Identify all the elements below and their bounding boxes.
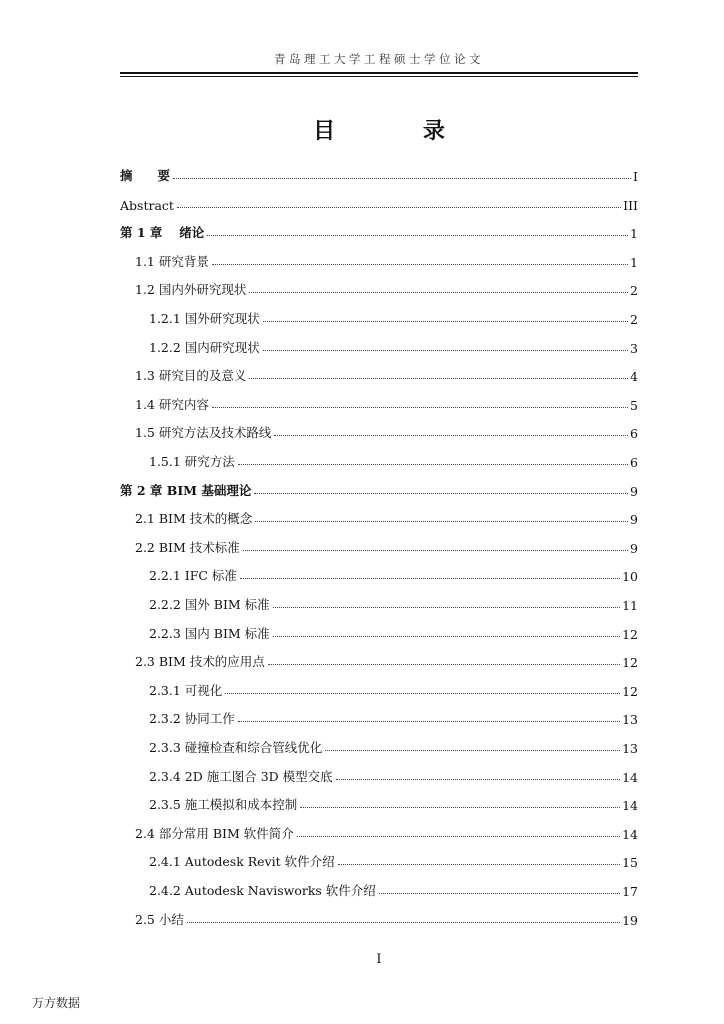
toc-entry-label: 第 2 章 BIM 基础理论 bbox=[120, 482, 252, 498]
toc-dot-leader bbox=[240, 578, 620, 579]
toc-entry[interactable] bbox=[120, 479, 638, 499]
toc-entry[interactable] bbox=[149, 564, 638, 584]
toc-entry-label: 2.5 小结 bbox=[135, 911, 184, 927]
toc-dot-leader bbox=[212, 407, 628, 408]
toc-dot-leader bbox=[254, 493, 628, 494]
toc-entry-label: 1.1 研究背景 bbox=[135, 253, 209, 269]
toc-entry[interactable] bbox=[149, 593, 638, 613]
toc-dot-leader bbox=[173, 178, 631, 179]
toc-dot-leader bbox=[338, 864, 620, 865]
toc-dot-leader bbox=[249, 292, 628, 293]
toc-entry-label: 第 1 章 绪论 bbox=[120, 225, 205, 241]
toc-entry-label: 2.2.2 国外 BIM 标准 bbox=[149, 597, 270, 612]
toc-dot-leader bbox=[207, 235, 628, 236]
toc-dot-leader bbox=[225, 693, 620, 694]
toc-entry[interactable] bbox=[149, 450, 638, 470]
toc-entry-page: 2 bbox=[630, 312, 638, 327]
toc-entry-page: 4 bbox=[630, 369, 638, 385]
toc-entry[interactable] bbox=[120, 221, 638, 241]
header-rule-thin bbox=[120, 76, 638, 77]
toc-entry[interactable] bbox=[149, 793, 638, 813]
toc-dot-leader bbox=[238, 721, 620, 722]
toc-entry[interactable] bbox=[135, 822, 638, 842]
toc-entry-page: 14 bbox=[622, 798, 638, 814]
toc-entry-label: 2.3.2 协同工作 bbox=[149, 711, 235, 727]
toc-dot-leader bbox=[273, 636, 620, 637]
toc-heading: 目 录 bbox=[313, 119, 485, 144]
toc-entry-label: 1.4 研究内容 bbox=[135, 396, 209, 412]
toc-entry-page: 2 bbox=[630, 283, 638, 299]
toc-dot-leader bbox=[300, 807, 620, 808]
toc-dot-leader bbox=[263, 350, 628, 351]
toc-entry-page: 6 bbox=[630, 426, 638, 442]
toc-entry-label: 1.5 研究方法及技术路线 bbox=[135, 425, 272, 441]
toc-entry[interactable] bbox=[135, 536, 638, 556]
toc-entry-label: 2.4.2 Autodesk Navisworks 软件介绍 bbox=[149, 883, 376, 898]
header-rule-thick bbox=[120, 72, 638, 74]
toc-entry-label: 1.2 国内外研究现状 bbox=[135, 282, 247, 298]
toc-entry[interactable] bbox=[120, 164, 638, 184]
toc-entry-page: 14 bbox=[622, 769, 638, 785]
toc-entry-page: III bbox=[623, 197, 638, 213]
toc-entry[interactable] bbox=[149, 707, 638, 727]
toc-entry[interactable] bbox=[135, 278, 638, 298]
toc-entry[interactable] bbox=[135, 908, 638, 928]
toc-entry-label: 2.2.3 国内 BIM 标准 bbox=[149, 625, 270, 641]
toc-entry-page: 11 bbox=[622, 598, 638, 613]
toc-entry-page: 9 bbox=[630, 512, 638, 528]
watermark: 万方数据 bbox=[32, 996, 81, 1010]
toc-dot-leader bbox=[273, 607, 620, 608]
toc-entry-label: 2.4 部分常用 BIM 软件简介 bbox=[135, 825, 294, 841]
toc-entry-page: 15 bbox=[622, 855, 638, 871]
toc-dot-leader bbox=[177, 207, 621, 208]
toc-dot-leader bbox=[243, 550, 628, 551]
toc-entry-page: 10 bbox=[622, 569, 638, 585]
toc-entry[interactable] bbox=[120, 193, 638, 213]
toc-dot-leader bbox=[297, 836, 620, 837]
toc-dot-leader bbox=[187, 922, 620, 923]
toc-entry-label: 1.2.1 国外研究现状 bbox=[149, 311, 260, 326]
toc-dot-leader bbox=[212, 264, 628, 265]
running-header: 青岛理工大学工程硕士学位论文 bbox=[274, 52, 484, 66]
toc-entry-label: 2.3.4 2D 施工图合 3D 模型交底 bbox=[149, 768, 333, 784]
toc-entry[interactable] bbox=[135, 250, 638, 270]
toc-dot-leader bbox=[238, 464, 628, 465]
toc-entry[interactable] bbox=[149, 879, 638, 899]
toc-dot-leader bbox=[336, 779, 620, 780]
toc-entry-page: 13 bbox=[622, 712, 638, 728]
toc-entry[interactable] bbox=[149, 622, 638, 642]
toc-entry-page: 12 bbox=[622, 655, 638, 671]
toc-entry[interactable] bbox=[149, 679, 638, 699]
toc-entry-page: 1 bbox=[630, 226, 638, 242]
toc-entry[interactable] bbox=[135, 650, 638, 670]
toc-entry-page: 9 bbox=[630, 483, 638, 499]
toc-entry-label: 1.3 研究目的及意义 bbox=[135, 368, 247, 384]
toc-entry-label: 2.3.3 碰撞检查和综合管线优化 bbox=[149, 740, 323, 755]
toc-entry-label: 2.2.1 IFC 标准 bbox=[149, 568, 237, 584]
toc-entry[interactable] bbox=[135, 364, 638, 384]
toc-entry[interactable] bbox=[135, 421, 638, 441]
toc-entry-page: I bbox=[633, 169, 638, 184]
toc-entry-label: 2.3 BIM 技术的应用点 bbox=[135, 654, 265, 670]
toc-entry[interactable] bbox=[149, 307, 638, 327]
toc-entry-page: 19 bbox=[622, 912, 638, 928]
toc-entry[interactable] bbox=[149, 736, 638, 756]
toc-entry-label: 1.2.2 国内研究现状 bbox=[149, 339, 260, 355]
toc-entry[interactable] bbox=[149, 850, 638, 870]
toc-dot-leader bbox=[274, 435, 628, 436]
toc-entry-page: 9 bbox=[630, 540, 638, 556]
toc-dot-leader bbox=[255, 521, 628, 522]
toc-entry-page: 5 bbox=[630, 397, 638, 413]
toc-dot-leader bbox=[263, 321, 628, 322]
toc-dot-leader bbox=[325, 750, 620, 751]
toc-entry-page: 6 bbox=[630, 455, 638, 470]
toc-entry-page: 17 bbox=[622, 884, 638, 899]
toc-entry-page: 14 bbox=[622, 826, 638, 842]
toc-entry-label: Abstract bbox=[120, 197, 174, 213]
toc-entry-label: 2.3.1 可视化 bbox=[149, 682, 223, 698]
toc-entry[interactable] bbox=[135, 507, 638, 527]
page-number: I bbox=[376, 952, 382, 967]
toc-entry-page: 12 bbox=[622, 626, 638, 642]
toc-entry-page: 12 bbox=[622, 683, 638, 699]
toc-entry-page: 13 bbox=[622, 741, 638, 756]
toc-entry-page: 3 bbox=[630, 340, 638, 356]
toc-entry-label: 2.4.1 Autodesk Revit 软件介绍 bbox=[149, 854, 335, 870]
toc-dot-leader bbox=[379, 893, 620, 894]
toc-entry[interactable] bbox=[149, 765, 638, 785]
toc-entry-label: 2.2 BIM 技术标准 bbox=[135, 539, 240, 555]
toc-dot-leader bbox=[268, 664, 620, 665]
toc-entry-label: 1.5.1 研究方法 bbox=[149, 454, 235, 469]
toc-entry[interactable] bbox=[135, 393, 638, 413]
toc-entry-page: 1 bbox=[630, 254, 638, 270]
toc-entry-label: 摘 要 bbox=[120, 168, 171, 183]
toc-entry-label: 2.1 BIM 技术的概念 bbox=[135, 511, 253, 527]
toc-entry-label: 2.3.5 施工模拟和成本控制 bbox=[149, 797, 298, 813]
toc-dot-leader bbox=[249, 378, 628, 379]
toc-entry[interactable] bbox=[149, 336, 638, 356]
